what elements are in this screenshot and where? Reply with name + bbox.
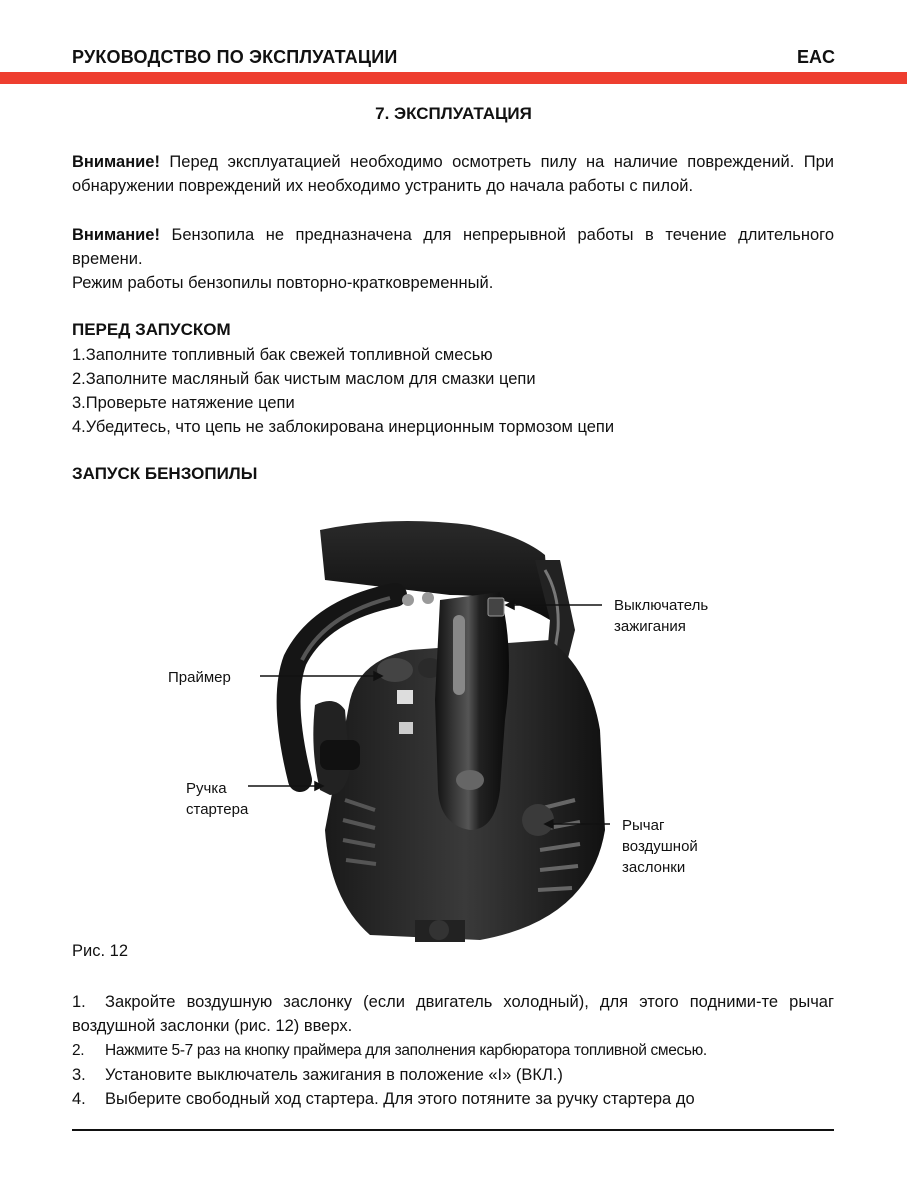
step-text: Установите выключатель зажигания в положение «I» (ВКЛ.) (105, 1066, 563, 1084)
warning-label: Внимание! (72, 153, 160, 171)
step-4 (72, 1087, 834, 1111)
warning-text: Перед эксплуатацией необходимо осмотреть пилу на наличие повреждений. При обнаружении повреждений их необходимо устранить до начала работы с пилой. (72, 153, 834, 195)
warning-label: Внимание! (72, 226, 160, 244)
label-line: Ручка (186, 780, 227, 797)
eac-mark: EAC (796, 47, 835, 67)
mode-text: Режим работы бензопилы повторно-кратковременный. (72, 274, 494, 292)
chainsaw-figure (150, 500, 770, 950)
step-number: 3. (72, 1066, 86, 1084)
label-line: заслонки (622, 859, 686, 876)
label-primer: Праймер (168, 669, 231, 686)
step-text: Закройте воздушную заслонку (если двигатель холодный), для этого подними-те рычаг воздушной заслонки (рис. 12) вверх. (72, 993, 834, 1035)
label-starter-handle (186, 778, 248, 820)
list-item: 1.Заполните топливный бак свежей топливной смесью (72, 346, 493, 364)
primer-shape (377, 658, 413, 682)
step-number: 1. (72, 993, 86, 1011)
step-1 (72, 990, 834, 1038)
label-line: Выключатель (614, 597, 709, 614)
label-line: воздушной (622, 838, 698, 855)
step-number: 2. (72, 1042, 85, 1059)
choke-lever-shape (522, 804, 554, 836)
step-3 (72, 1063, 834, 1087)
before-start-heading: ПЕРЕД ЗАПУСКОМ (72, 320, 231, 339)
step-text: Нажмите 5-7 раз на кнопку праймера для заполнения карбюратора топливной смесью. (105, 1042, 707, 1059)
warning-paragraph-1 (72, 150, 834, 198)
warning-paragraph-2 (72, 223, 834, 271)
label-line: зажигания (614, 618, 686, 635)
list-item: 4.Убедитесь, что цепь не заблокирована инерционным тормозом цепи (72, 418, 615, 436)
label-choke-lever (622, 815, 698, 878)
list-item: 3.Проверьте натяжение цепи (72, 394, 295, 412)
ignition-switch-shape (488, 598, 504, 616)
rear-handle (435, 592, 509, 830)
footer-rule (72, 1129, 834, 1131)
label-line: стартера (186, 801, 249, 818)
warning-text: Бензопила не предназначена для непрерывной работы в течение длительного времени. (72, 226, 834, 268)
step-text: Выберите свободный ход стартера. Для этого потяните за ручку стартера до (105, 1090, 695, 1108)
section-title: 7. ЭКСПЛУАТАЦИЯ (375, 104, 532, 123)
figure-caption: Рис. 12 (72, 942, 128, 960)
manual-header-title: РУКОВОДСТВО ПО ЭКСПЛУАТАЦИИ (72, 47, 398, 67)
start-heading: ЗАПУСК БЕНЗОПИЛЫ (72, 464, 258, 483)
label-line: Рычаг (622, 817, 665, 834)
label-ignition-switch (614, 595, 708, 637)
step-2 (72, 1039, 834, 1063)
header-red-band (0, 72, 907, 84)
list-item: 2.Заполните масляный бак чистым маслом для смазки цепи (72, 370, 536, 388)
step-number: 4. (72, 1090, 86, 1108)
